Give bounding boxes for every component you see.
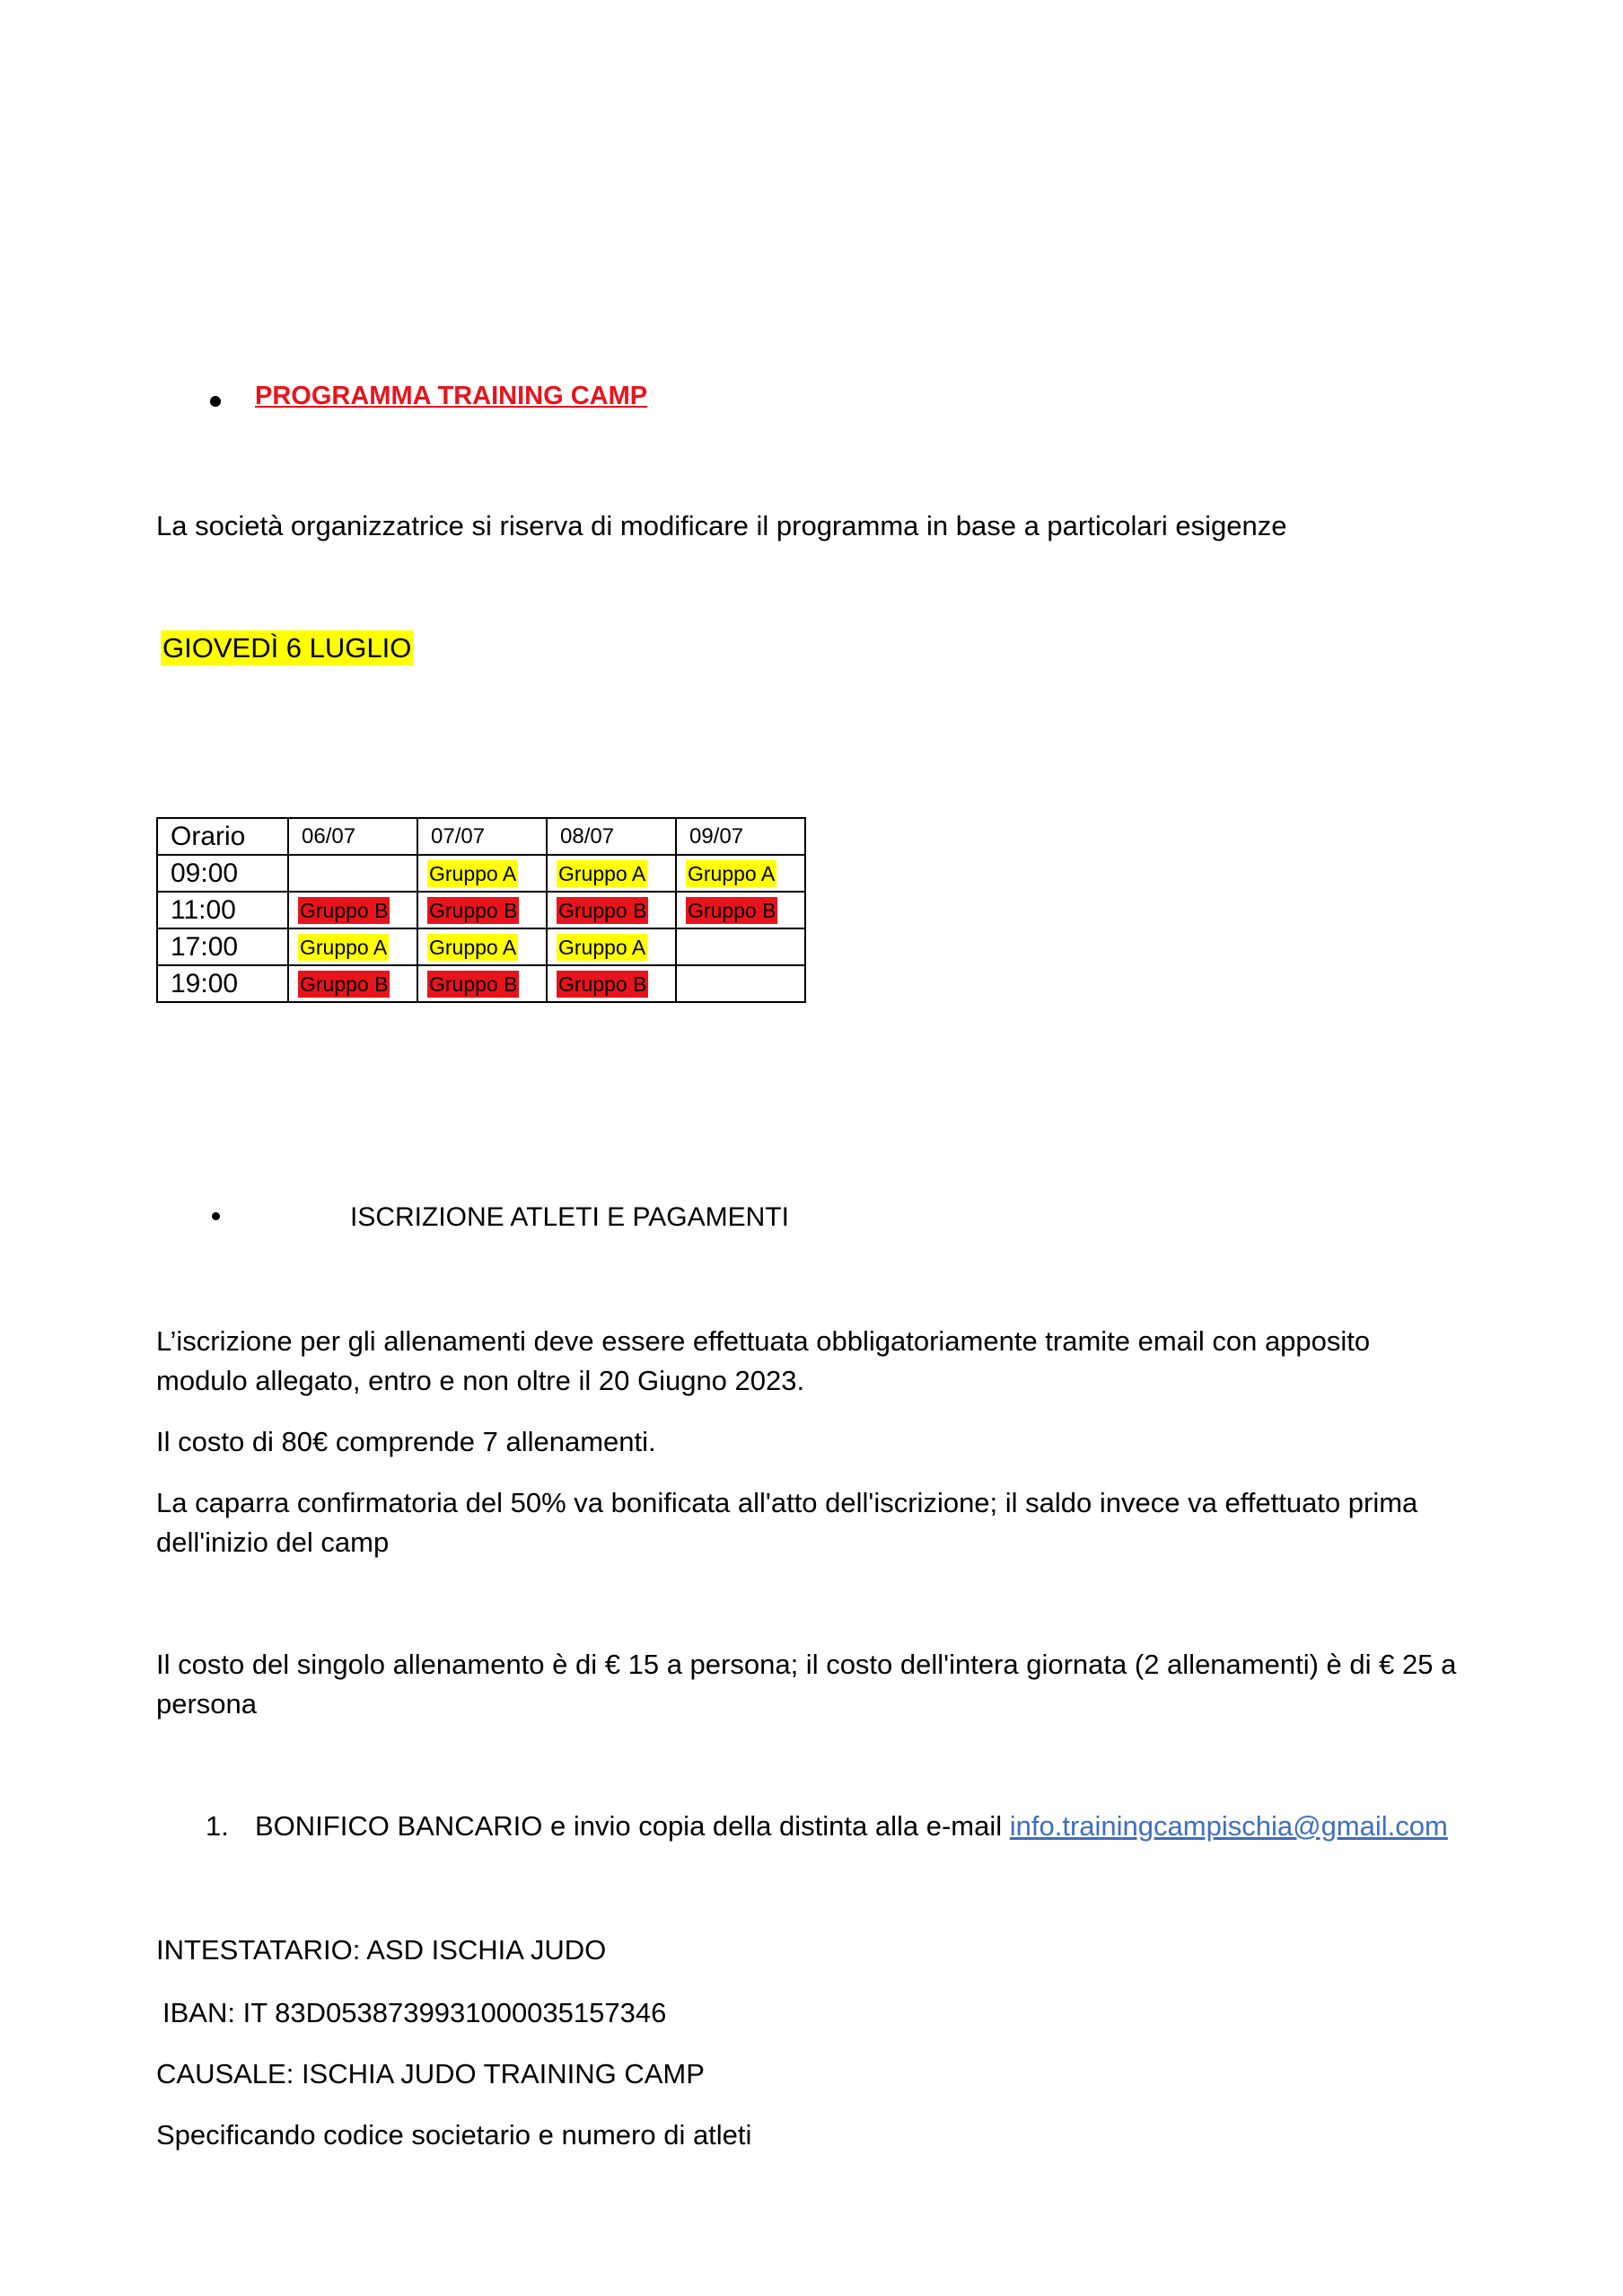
paragraph-caparra-line1: La caparra confirmatoria del 50% va bonificata all'atto dell'iscrizione; il saldo invece va effettuato prima [156,1487,1418,1518]
payment-item [255,1807,1448,1846]
group-tag: Gruppo B [558,972,647,996]
header-cell-orario: Orario [157,818,288,855]
paragraph-costo: Il costo di 80€ comprende 7 allenamenti. [156,1426,656,1457]
group-tag [298,878,302,880]
schedule-cell [547,928,676,965]
intro-text: La società organizzatrice si riserva di modificare il programma in base a particolari esigenze [156,510,1287,541]
day-label-highlight: GIOVEDÌ 6 LUGLIO [162,632,412,664]
section-title-programma: PROGRAMMA TRAINING CAMP [255,382,648,410]
bank-iban: IBAN: IT 83D0538739931000035157346 [162,1997,667,2028]
time-cell: 11:00 [157,892,288,928]
schedule-header-row [157,818,805,855]
email-link[interactable]: info.trainingcampischia@gmail.com [1009,1810,1448,1842]
schedule-cell [676,892,805,928]
schedule-cell [288,928,417,965]
group-tag: Gruppo A [688,861,776,885]
schedule-cell [676,855,805,892]
schedule-cell [417,965,547,1002]
paragraph-singolo-line1: Il costo del singolo allenamento è di € 15 a persona; il costo dell'intera giornata (2 allenamenti) è di € 25 a [156,1649,1457,1680]
group-tag: Gruppo B [429,972,518,996]
group-tag: Gruppo A [558,935,646,959]
paragraph-singolo-line2: persona [156,1688,258,1720]
header-cell-day: 06/07 [288,818,417,855]
time-cell: 09:00 [157,855,288,892]
schedule-cell [417,928,547,965]
payment-text: BONIFICO BANCARIO e invio copia della distinta alla e-mail [255,1810,1010,1842]
group-tag: Gruppo A [429,861,517,885]
bank-causale: CAUSALE: ISCHIA JUDO TRAINING CAMP [156,2058,705,2089]
bullet-icon [212,1212,220,1220]
time-cell: 19:00 [157,965,288,1002]
group-tag [686,989,689,990]
group-tag: Gruppo A [558,861,646,885]
paragraph-caparra-line2: dell'inizio del camp [156,1526,390,1558]
schedule-cell [288,892,417,928]
header-cell-day: 08/07 [547,818,676,855]
schedule-cell [417,892,547,928]
schedule-cell [417,855,547,892]
schedule-cell [547,855,676,892]
schedule-row [157,892,805,928]
schedule-cell [547,965,676,1002]
group-tag [686,952,689,954]
group-tag: Gruppo B [300,898,389,922]
schedule-table [156,817,806,1003]
schedule-row [157,965,805,1002]
group-tag: Gruppo B [300,972,389,996]
group-tag: Gruppo A [429,935,517,959]
header-cell-day: 07/07 [417,818,547,855]
day-label [161,629,413,668]
schedule-cell [547,892,676,928]
bank-note: Specificando codice societario e numero di atleti [156,2119,752,2151]
header-cell-day: 09/07 [676,818,805,855]
bullet-icon [210,396,221,407]
paragraph-iscrizione-line1: L’iscrizione per gli allenamenti deve essere effettuata obbligatoriamente tramite email con apposito [156,1325,1371,1357]
paragraph-iscrizione-line2: modulo allegato, entro e non oltre il 20 Giugno 2023. [156,1365,805,1396]
time-cell: 17:00 [157,928,288,965]
section-title-iscrizione: ISCRIZIONE ATLETI E PAGAMENTI [350,1202,789,1232]
schedule-row [157,855,805,892]
bank-holder: INTESTATARIO: ASD ISCHIA JUDO [156,1934,607,1966]
schedule-cell [288,965,417,1002]
group-tag: Gruppo B [429,898,518,922]
schedule-cell [676,928,805,965]
group-tag: Gruppo A [300,935,388,959]
group-tag: Gruppo B [558,898,647,922]
schedule-cell [676,965,805,1002]
group-tag: Gruppo B [688,898,776,922]
list-number: 1. [206,1810,229,1842]
schedule-row [157,928,805,965]
schedule-cell [288,855,417,892]
